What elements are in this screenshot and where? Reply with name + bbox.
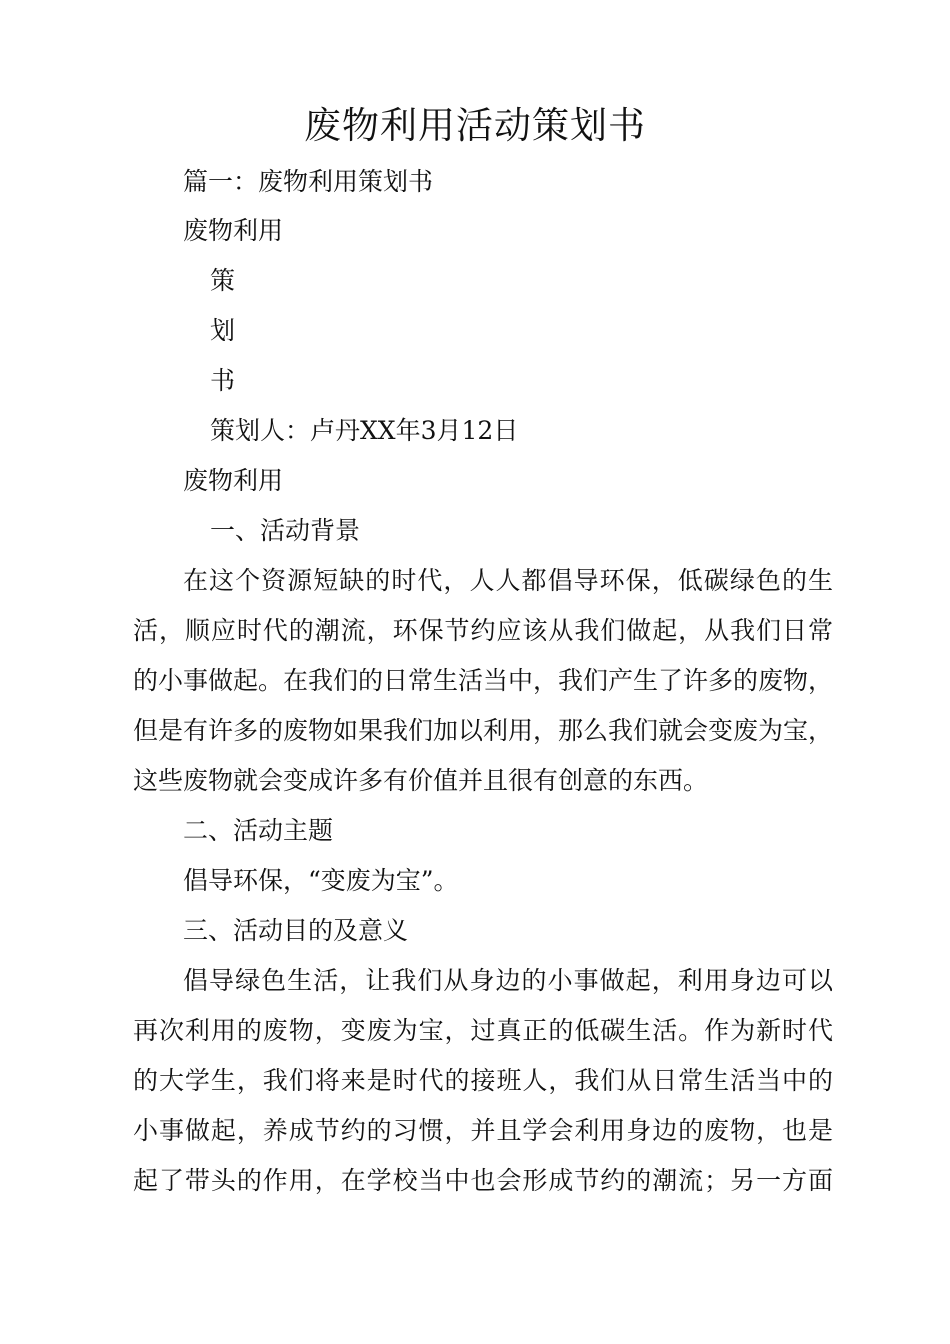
paragraph-line: 的小事做起。在我们的日常生活当中，我们产生了许多的废物， <box>133 666 834 695</box>
paragraph-line: 再次利用的废物，变废为宝，过真正的低碳生活。作为新时代 <box>133 1016 833 1045</box>
cover-planner: 策划人：卢丹XX年3月12日 <box>210 416 519 445</box>
document-title: 废物利用活动策划书 <box>304 104 646 147</box>
cover-vertical-char: 策 <box>210 266 236 295</box>
paragraph-line: 这些废物就会变成许多有价值并且很有创意的东西。 <box>133 766 709 795</box>
paragraph-line: 倡导环保，“变废为宝”。 <box>183 866 459 895</box>
paragraph-line: 但是有许多的废物如果我们加以利用，那么我们就会变废为宝， <box>133 716 834 745</box>
section-heading: 三、活动目的及意义 <box>183 916 409 945</box>
section-heading: 一、活动背景 <box>210 516 361 545</box>
cover-vertical-char: 划 <box>210 316 236 345</box>
cover-subject: 废物利用 <box>183 216 284 245</box>
chapter-heading: 篇一：废物利用策划书 <box>183 167 434 196</box>
cover-vertical-char: 书 <box>210 366 236 395</box>
paragraph-line: 小事做起，养成节约的习惯，并且学会利用身边的废物，也是 <box>133 1116 833 1145</box>
paragraph-line: 起了带头的作用，在学校当中也会形成节约的潮流；另一方面 <box>133 1166 833 1195</box>
paragraph-line: 的大学生，我们将来是时代的接班人，我们从日常生活当中的 <box>133 1066 833 1095</box>
cover-subject-repeat: 废物利用 <box>183 466 284 495</box>
section-heading: 二、活动主题 <box>183 816 334 845</box>
paragraph-line: 在这个资源短缺的时代，人人都倡导环保，低碳绿色的生 <box>183 566 833 595</box>
paragraph-line: 倡导绿色生活，让我们从身边的小事做起，利用身边可以 <box>183 966 833 995</box>
paragraph-line: 活，顺应时代的潮流，环保节约应该从我们做起，从我们日常 <box>133 616 833 645</box>
